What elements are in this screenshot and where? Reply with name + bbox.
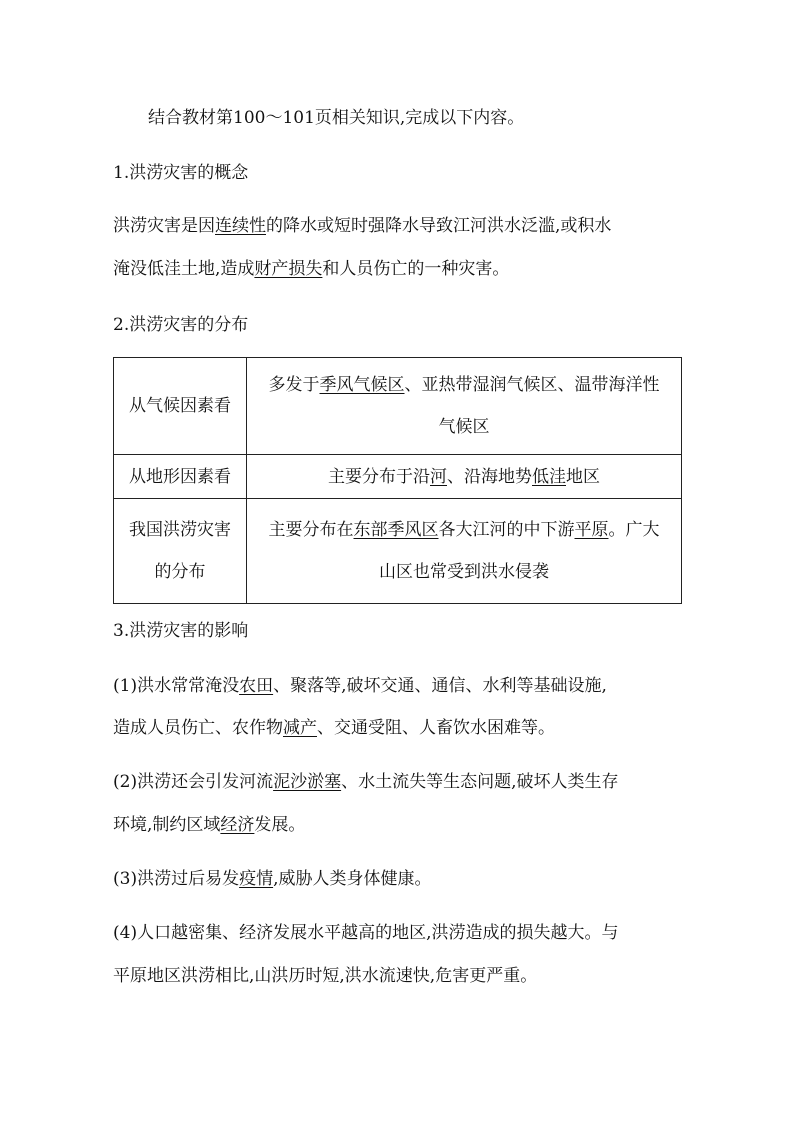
text-run: (3)洪涝过后易发 xyxy=(113,869,240,889)
table-row xyxy=(114,499,682,604)
text-run: 、聚落等,破坏交通、通信、水利等基础设施, xyxy=(273,676,607,696)
row-label: 从地形因素看 xyxy=(114,455,247,499)
text-run: 、沿海地势 xyxy=(447,466,532,487)
answer-underline: 东部季风区 xyxy=(353,520,439,540)
text-run: ,威胁人类身体健康。 xyxy=(273,869,432,889)
impact-4-line-2: 平原地区洪涝相比,山洪历时短,洪水流速快,危害更严重。 xyxy=(113,966,538,986)
answer-underline: 低洼 xyxy=(532,466,566,487)
text-run: 发展。 xyxy=(254,815,306,835)
text-run: 主要分布于沿 xyxy=(328,466,430,487)
row-content xyxy=(247,499,682,604)
impact-1-line-1 xyxy=(113,674,607,698)
text-run: 山区也常受到洪水侵袭 xyxy=(379,562,549,582)
answer-underline: 泥沙淤塞 xyxy=(273,772,342,792)
text-run: 淹没低洼土地,造成 xyxy=(113,259,255,279)
answer-underline: 经济 xyxy=(220,815,255,835)
answer-underline: 农田 xyxy=(239,676,274,696)
answer-underline: 减产 xyxy=(283,718,317,738)
text-run: 、亚热带湿润气候区、温带海洋性 xyxy=(404,375,660,395)
impact-4-line-1: (4)人口越密集、经济发展水平越高的地区,洪涝造成的损失越大。与 xyxy=(113,923,619,943)
row-content xyxy=(247,455,682,499)
row-label: 从气候因素看 xyxy=(114,358,247,455)
text-run: (1)洪水常常淹没 xyxy=(113,676,240,696)
distribution-table xyxy=(113,357,682,604)
impact-1-line-2 xyxy=(113,716,555,740)
answer-underline: 平原 xyxy=(574,520,609,540)
text-run: 的分布 xyxy=(154,562,206,582)
text-run: 各大江河的中下游 xyxy=(438,520,575,540)
row-label xyxy=(114,499,247,604)
impact-3-line-1 xyxy=(113,867,432,891)
text-run: 。广大 xyxy=(608,520,660,540)
answer-underline: 连续性 xyxy=(215,216,266,236)
impact-2-line-1 xyxy=(113,770,619,794)
text-run: 主要分布在 xyxy=(268,520,354,540)
section-1-line-1 xyxy=(113,214,611,238)
table-row xyxy=(114,455,682,499)
text-run: 的降水或短时强降水导致江河洪水泛滥,或积水 xyxy=(266,216,612,236)
answer-underline: 财产损失 xyxy=(254,259,323,279)
text-run: (2)洪涝还会引发河流 xyxy=(113,772,274,792)
row-content xyxy=(247,358,682,455)
text-run: 、水土流失等生态问题,破坏人类生存 xyxy=(341,772,619,792)
text-run: 洪涝灾害是因 xyxy=(113,216,215,236)
text-run: 环境,制约区域 xyxy=(113,815,221,835)
intro-text: 结合教材第100～101页相关知识,完成以下内容。 xyxy=(148,108,525,128)
answer-underline: 河 xyxy=(430,466,447,487)
text-run: 和人员伤亡的一种灾害。 xyxy=(322,259,510,279)
answer-underline: 疫情 xyxy=(239,869,274,889)
section-1-title: 1.洪涝灾害的概念 xyxy=(113,163,249,183)
text-run: 多发于 xyxy=(268,375,320,395)
section-1-line-2 xyxy=(113,257,509,281)
text-run: 气候区 xyxy=(438,417,490,437)
section-3-title: 3.洪涝灾害的影响 xyxy=(113,621,249,641)
text-run: 我国洪涝灾害 xyxy=(129,520,231,540)
impact-2-line-2 xyxy=(113,813,305,837)
text-run: 地区 xyxy=(566,466,600,487)
text-run: 造成人员伤亡、农作物 xyxy=(113,718,283,738)
section-2-title: 2.洪涝灾害的分布 xyxy=(113,315,249,335)
table-row xyxy=(114,358,682,455)
text-run: 、交通受阻、人畜饮水困难等。 xyxy=(317,718,555,738)
answer-underline: 季风气候区 xyxy=(319,375,405,395)
